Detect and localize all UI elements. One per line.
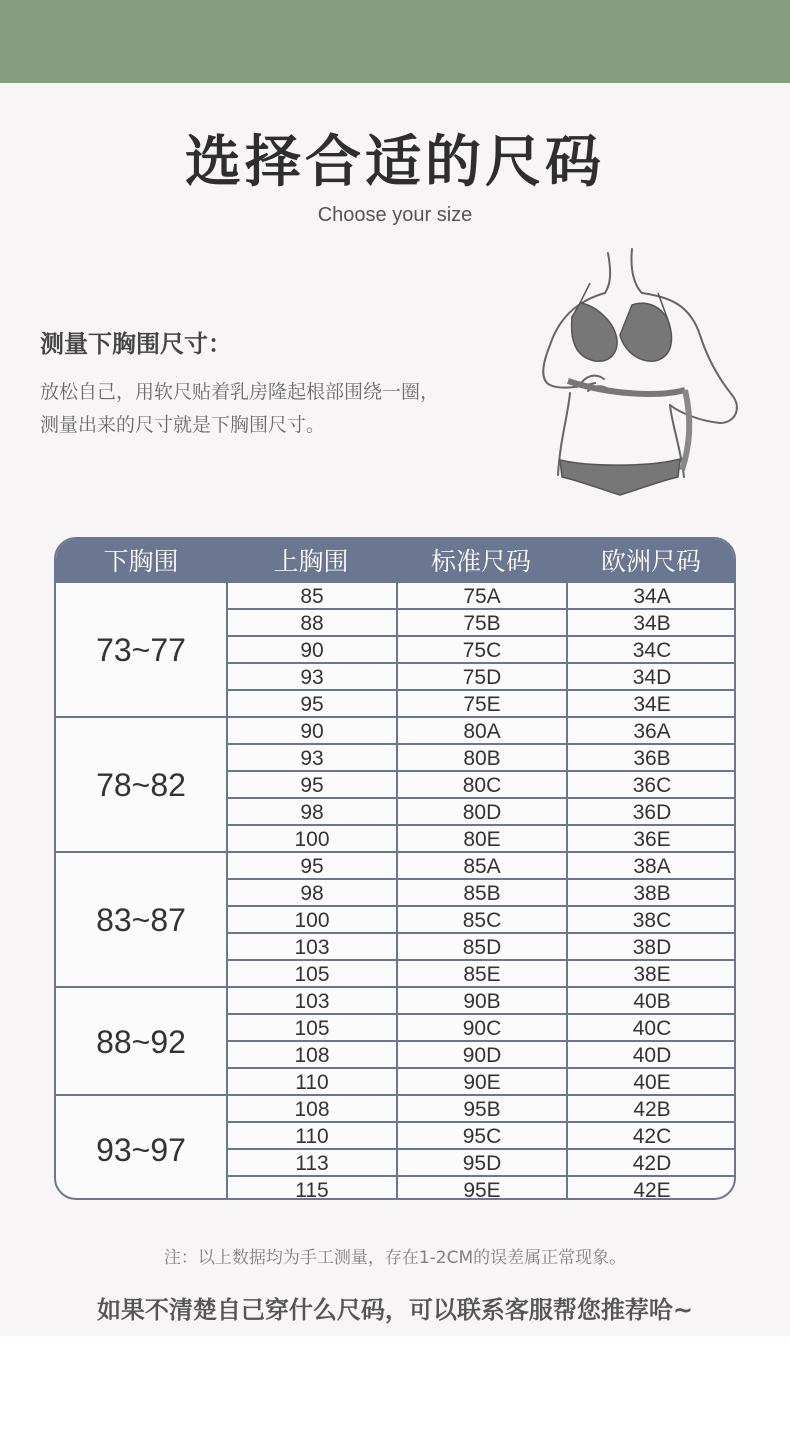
contact-service-prompt: 如果不清楚自己穿什么尺码，可以联系客服帮您推荐哈~ xyxy=(96,1296,694,1324)
standard-size-cell: 85E xyxy=(396,961,566,988)
overbust-cell: 98 xyxy=(226,799,396,826)
euro-size-cell: 34B xyxy=(566,610,736,637)
standard-size-cell: 90D xyxy=(396,1042,566,1069)
top-banner xyxy=(0,0,790,83)
overbust-cell: 98 xyxy=(226,880,396,907)
overbust-cell: 95 xyxy=(226,691,396,718)
euro-size-cell: 36A xyxy=(566,718,736,745)
measure-desc-line-1: 放松自己，用软尺贴着乳房隆起根部围绕一圈， xyxy=(40,381,440,403)
measure-heading: 测量下胸围尺寸： xyxy=(40,330,232,358)
header-euro-size: 欧洲尺码 xyxy=(600,547,701,576)
overbust-cell: 93 xyxy=(226,664,396,691)
standard-size-cell: 95E xyxy=(396,1177,566,1200)
underbust-range: 88~92 xyxy=(56,988,226,1096)
euro-size-cell: 38C xyxy=(566,907,736,934)
euro-size-cell: 38D xyxy=(566,934,736,961)
underbust-range: 73~77 xyxy=(56,583,226,718)
standard-size-cell: 80E xyxy=(396,826,566,853)
standard-size-cell: 90B xyxy=(396,988,566,1015)
underbust-range: 93~97 xyxy=(96,1132,186,1168)
euro-size-cell: 34C xyxy=(566,637,736,664)
header-underbust: 下胸围 xyxy=(103,547,179,576)
euro-size-cell: 38B xyxy=(566,880,736,907)
overbust-cell: 95 xyxy=(226,772,396,799)
overbust-cell: 108 xyxy=(226,1042,396,1069)
standard-size-cell: 80B xyxy=(396,745,566,772)
underbust-range: 83~87 xyxy=(56,853,226,988)
table-header xyxy=(56,539,734,583)
euro-size-cell: 40C xyxy=(566,1015,736,1042)
measurement-note: 注：以上数据均为手工测量，存在1-2CM的误差属正常现象。 xyxy=(163,1248,627,1268)
standard-size-cell: 95D xyxy=(396,1150,566,1177)
euro-size-cell: 42D xyxy=(566,1150,736,1177)
standard-size-cell: 80D xyxy=(396,799,566,826)
standard-size-cell: 80C xyxy=(396,772,566,799)
euro-size-cell: 34A xyxy=(566,583,736,610)
standard-size-cell: 75E xyxy=(396,691,566,718)
overbust-cell: 110 xyxy=(226,1069,396,1096)
euro-size-cell: 40D xyxy=(566,1042,736,1069)
page-title: 选择合适的尺码 xyxy=(185,130,605,195)
overbust-cell: 100 xyxy=(226,826,396,853)
standard-size-cell: 85D xyxy=(396,934,566,961)
page-subtitle: Choose your size xyxy=(317,204,473,226)
overbust-cell: 90 xyxy=(226,718,396,745)
measure-desc-line-2: 测量出来的尺寸就是下胸围尺寸。 xyxy=(40,414,326,436)
overbust-cell: 105 xyxy=(226,1015,396,1042)
standard-size-cell: 85C xyxy=(396,907,566,934)
header-standard-size: 标准尺码 xyxy=(430,547,531,576)
underbust-range: 78~82 xyxy=(56,718,226,853)
standard-size-cell: 75C xyxy=(396,637,566,664)
standard-size-cell: 90C xyxy=(396,1015,566,1042)
euro-size-cell: 34E xyxy=(566,691,736,718)
overbust-cell: 113 xyxy=(226,1150,396,1177)
standard-size-cell: 90E xyxy=(396,1069,566,1096)
euro-size-cell: 42B xyxy=(566,1096,736,1123)
overbust-cell: 103 xyxy=(226,988,396,1015)
overbust-cell: 100 xyxy=(226,907,396,934)
euro-size-cell: 42E xyxy=(566,1177,736,1200)
euro-size-cell: 38E xyxy=(566,961,736,988)
overbust-cell: 105 xyxy=(226,961,396,988)
euro-size-cell: 36C xyxy=(566,772,736,799)
standard-size-cell: 95B xyxy=(396,1096,566,1123)
euro-size-cell: 40E xyxy=(566,1069,736,1096)
overbust-cell: 95 xyxy=(226,853,396,880)
overbust-cell: 103 xyxy=(226,934,396,961)
standard-size-cell: 85B xyxy=(396,880,566,907)
standard-size-cell: 75B xyxy=(396,610,566,637)
euro-size-cell: 42C xyxy=(566,1123,736,1150)
overbust-cell: 93 xyxy=(226,745,396,772)
euro-size-cell: 36B xyxy=(566,745,736,772)
standard-size-cell: 75D xyxy=(396,664,566,691)
standard-size-cell: 75A xyxy=(396,583,566,610)
overbust-cell: 108 xyxy=(226,1096,396,1123)
overbust-cell: 85 xyxy=(226,583,396,610)
overbust-cell: 110 xyxy=(226,1123,396,1150)
euro-size-cell: 38A xyxy=(566,853,736,880)
euro-size-cell: 36E xyxy=(566,826,736,853)
measure-description xyxy=(40,376,510,442)
euro-size-cell: 36D xyxy=(566,799,736,826)
standard-size-cell: 80A xyxy=(396,718,566,745)
measuring-figure-illustration xyxy=(520,245,760,500)
overbust-cell: 90 xyxy=(226,637,396,664)
overbust-cell: 115 xyxy=(226,1177,396,1200)
overbust-cell: 88 xyxy=(226,610,396,637)
header-overbust: 上胸围 xyxy=(273,547,349,576)
euro-size-cell: 34D xyxy=(566,664,736,691)
size-chart-table xyxy=(54,537,736,1200)
euro-size-cell: 40B xyxy=(566,988,736,1015)
standard-size-cell: 95C xyxy=(396,1123,566,1150)
standard-size-cell: 85A xyxy=(396,853,566,880)
